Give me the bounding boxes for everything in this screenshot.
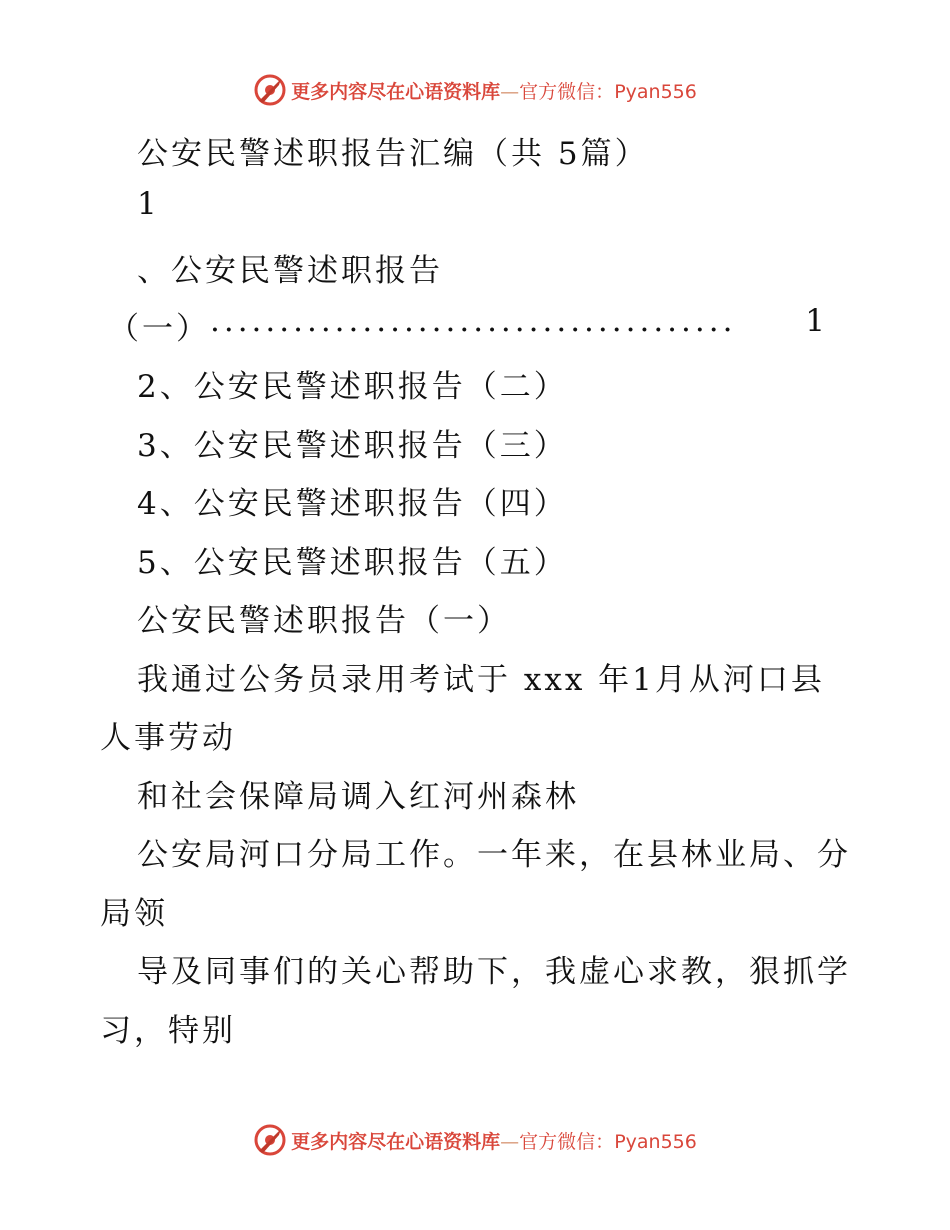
header-watermark-banner xyxy=(0,70,950,110)
toc-page-number: 1 xyxy=(805,303,828,339)
toc-item-1-suffix: （一） xyxy=(108,311,210,347)
toc-dot-leader: ...................................... xyxy=(210,303,737,339)
body-line: 公安局河口分局工作。一年来，在县林业局、分 xyxy=(137,837,851,873)
section-heading: 公安民警述职报告（一） xyxy=(137,603,511,639)
toc-item-3: 3、公安民警述职报告（三） xyxy=(137,428,568,464)
body-line: 导及同事们的关心帮助下，我虚心求教，狠抓学 xyxy=(137,954,851,990)
toc-item-1-leader xyxy=(108,303,828,348)
body-line: 习，特别 xyxy=(100,1013,236,1049)
body-line: 局领 xyxy=(100,896,168,932)
banner-dash: — xyxy=(500,1130,520,1153)
footer-watermark-banner xyxy=(0,1120,950,1160)
banner-dash: — xyxy=(500,80,520,103)
document-title: 公安民警述职报告汇编（共 5篇） xyxy=(137,136,649,172)
body-line: 和社会保障局调入红河州森林 xyxy=(137,779,579,815)
banner-wechat-label: 官方微信： xyxy=(519,80,615,103)
toc-item-1: 、公安民警述职报告 xyxy=(137,253,443,289)
toc-number-1: 1 xyxy=(137,186,160,222)
toc-item-5: 5、公安民警述职报告（五） xyxy=(137,545,568,581)
body-line: 人事劳动 xyxy=(100,720,236,756)
banner-wechat-id: Pyan556 xyxy=(614,80,697,103)
toc-item-4: 4、公安民警述职报告（四） xyxy=(137,486,568,522)
banner-wechat-label: 官方微信： xyxy=(519,1130,615,1153)
quill-logo-icon xyxy=(253,1123,287,1157)
quill-logo-icon xyxy=(253,73,287,107)
banner-main-text: 更多内容尽在心语资料库 xyxy=(291,80,501,103)
body-line: 我通过公务员录用考试于 xxx 年1月从河口县 xyxy=(137,662,825,698)
toc-item-2: 2、公安民警述职报告（二） xyxy=(137,369,568,405)
banner-wechat-id: Pyan556 xyxy=(614,1130,697,1153)
banner-main-text: 更多内容尽在心语资料库 xyxy=(291,1130,501,1153)
